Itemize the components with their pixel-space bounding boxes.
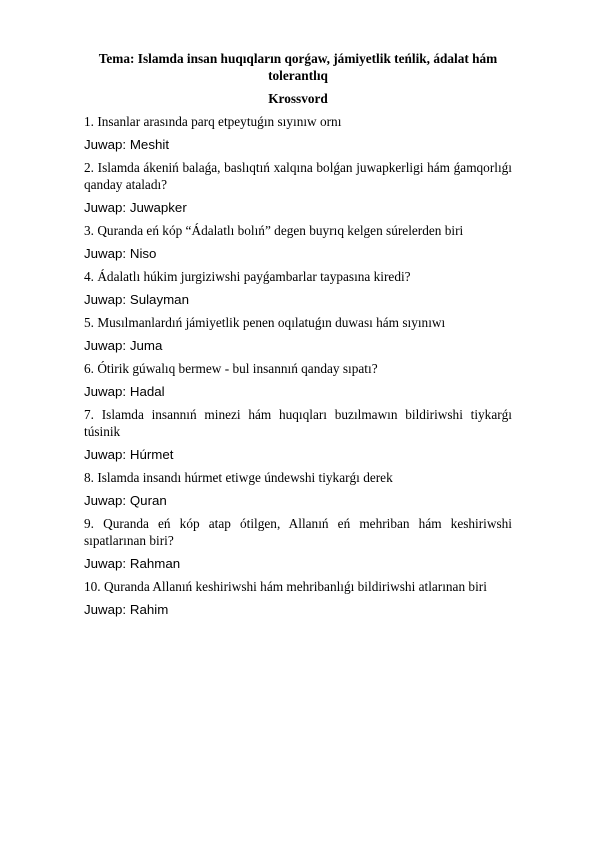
question-body: Islamda insandı húrmet etiwge úndewshi tiykarǵı derek bbox=[97, 470, 393, 485]
answer-value: Quran bbox=[129, 493, 167, 508]
qa-item bbox=[84, 578, 512, 618]
question-text bbox=[84, 360, 512, 377]
answer-value: Meshit bbox=[129, 137, 170, 152]
question-number: 9. bbox=[84, 516, 94, 531]
document-subtitle: Krossvord bbox=[268, 91, 328, 106]
question-body: Quranda Allanıń keshiriwshi hám mehribanlıǵı bildiriwshi atlarınan biri bbox=[103, 579, 487, 594]
question-body: Insanlar arasında parq etpeytuǵın sıyınıw ornı bbox=[97, 114, 342, 129]
question-number: 6. bbox=[84, 361, 94, 376]
question-text bbox=[84, 222, 512, 239]
qa-item bbox=[84, 469, 512, 509]
document-title: Tema: Islamda insan huqıqların qorǵaw, jámiyetlik teńlik, ádalat hám tolerantlıq bbox=[98, 51, 498, 83]
qa-item bbox=[84, 515, 512, 572]
question-text bbox=[84, 268, 512, 285]
question-number: 3. bbox=[84, 223, 94, 238]
answer-text bbox=[84, 337, 512, 354]
answer-text bbox=[84, 383, 512, 400]
qa-item bbox=[84, 268, 512, 308]
question-body: Ádalatlı húkim jurgiziwshi payǵambarlar taypasına kiredi? bbox=[97, 269, 411, 284]
question-text bbox=[84, 515, 512, 549]
answer-value: Rahim bbox=[129, 602, 169, 617]
answer-value: Húrmet bbox=[129, 447, 174, 462]
answer-text bbox=[84, 199, 512, 216]
question-text bbox=[84, 406, 512, 440]
question-body: Quranda eń kóp “Ádalatlı bolıń” degen buyrıq kelgen súrelerden biri bbox=[97, 223, 464, 238]
question-body: Musılmanlardıń jámiyetlik penen oqılatuǵın duwası hám sıyınıwı bbox=[97, 315, 446, 330]
answer-text bbox=[84, 492, 512, 509]
answer-text bbox=[84, 245, 512, 262]
question-number: 1. bbox=[84, 114, 94, 129]
question-text bbox=[84, 578, 512, 595]
question-number: 7. bbox=[84, 407, 94, 422]
answer-label: Juwap: bbox=[84, 200, 127, 215]
answer-value: Hadal bbox=[129, 384, 165, 399]
answer-value: Sulayman bbox=[129, 292, 189, 307]
question-number: 5. bbox=[84, 315, 94, 330]
qa-item bbox=[84, 113, 512, 153]
question-text bbox=[84, 469, 512, 486]
question-body: Ótirik gúwalıq bermew - bul insannıń qanday sıpatı? bbox=[97, 361, 378, 376]
answer-label: Juwap: bbox=[84, 602, 127, 617]
answer-value: Niso bbox=[129, 246, 157, 261]
document-content bbox=[84, 50, 512, 624]
qa-item bbox=[84, 222, 512, 262]
question-text bbox=[84, 314, 512, 331]
question-body: Quranda eń kóp atap ótilgen, Allanıń eń mehriban hám keshiriwshi sıpatlarınan biri? bbox=[84, 516, 512, 548]
answer-label: Juwap: bbox=[84, 556, 127, 571]
question-number: 8. bbox=[84, 470, 94, 485]
answer-text bbox=[84, 446, 512, 463]
qa-list bbox=[84, 113, 512, 618]
answer-value: Juma bbox=[129, 338, 163, 353]
question-text bbox=[84, 159, 512, 193]
question-number: 10. bbox=[84, 579, 101, 594]
answer-label: Juwap: bbox=[84, 137, 127, 152]
answer-text bbox=[84, 136, 512, 153]
answer-label: Juwap: bbox=[84, 493, 127, 508]
answer-label: Juwap: bbox=[84, 338, 127, 353]
answer-text bbox=[84, 601, 512, 618]
qa-item bbox=[84, 159, 512, 216]
question-body: Islamda ákeniń balaǵa, baslıqtıń xalqına bolǵan juwapkerligi hám ǵamqorlıǵı qanday ataladı? bbox=[84, 160, 512, 192]
answer-value: Rahman bbox=[129, 556, 181, 571]
answer-label: Juwap: bbox=[84, 384, 127, 399]
answer-label: Juwap: bbox=[84, 292, 127, 307]
question-number: 2. bbox=[84, 160, 94, 175]
answer-label: Juwap: bbox=[84, 447, 127, 462]
question-body: Islamda insannıń minezi hám huqıqları buzılmawın bildiriwshi tiykarǵı túsinik bbox=[84, 407, 513, 439]
question-number: 4. bbox=[84, 269, 94, 284]
question-text bbox=[84, 113, 512, 130]
answer-label: Juwap: bbox=[84, 246, 127, 261]
qa-item bbox=[84, 314, 512, 354]
qa-item bbox=[84, 360, 512, 400]
answer-value: Juwapker bbox=[129, 200, 187, 215]
answer-text bbox=[84, 555, 512, 572]
qa-item bbox=[84, 406, 512, 463]
answer-text bbox=[84, 291, 512, 308]
